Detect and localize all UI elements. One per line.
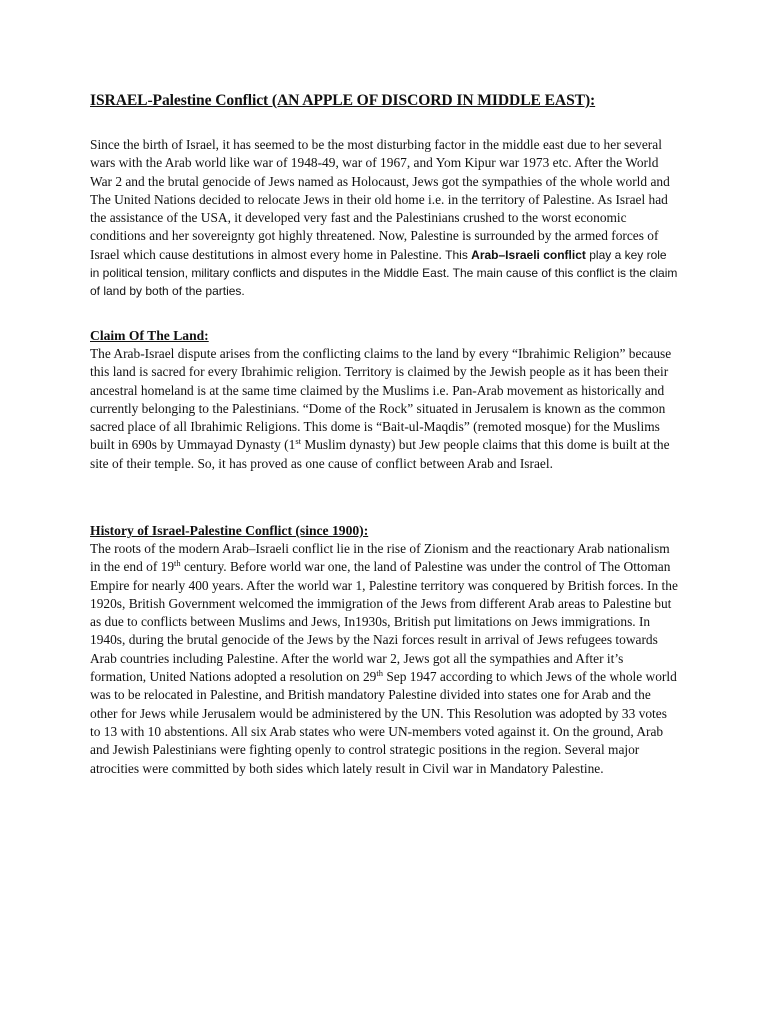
history-text-3: Sep 1947 according to which Jews of the whole world was to be relocated in Palestine, and British mandatory Palestine divided into states one for Arab and the other for Jews while Jerusalem would be administered by the UN. This Resolution was adopted by 33 votes to 13 with 10 abstentions. All six Arab states who were UN-members voted against it. On the ground, Arab and Jewish Palestinians were fighting openly to control strategic positions in the region. Several major atrocities were committed by both sides which lately result in Civil war in Mandatory Palestine. (90, 669, 677, 776)
claim-heading: Claim Of The Land: (90, 328, 209, 343)
history-paragraph (90, 540, 678, 778)
intro-serif-text: Since the birth of Israel, it has seemed to be the most disturbing factor in the middle east due to her several wars with the Arab world like war of 1948-49, war of 1967, and Yom Kipur war 1973 etc. After the World War 2 and the brutal genocide of Jews named as Holocaust, Jews got the sympathies of the whole world and The United Nations decided to relocate Jews in their old home i.e. in the territory of Palestine. As Israel had the assistance of the USA, it developed very fast and the Palestinians crushed to the worst economic conditions and her sovereignty got highly threatened. Now, Palestine is surrounded by the armed forces of Israel which cause destitutions in almost every home in Palestine. (90, 137, 670, 262)
intro-sans-bold: Arab–Israeli conflict (471, 247, 586, 262)
claim-text-2: Muslim dynasty) but Jew people claims that this dome is built at the site of their temple. So, it has proved as one cause of conflict between Arab and Israel. (90, 437, 670, 471)
claim-paragraph (90, 345, 678, 473)
claim-text-1: The Arab-Israel dispute arises from the conflicting claims to the land by every “Ibrahimic Religion” because this land is sacred for every Ibrahimic religion. Territory is claimed by the Jewish people as it has been their ancestral homeland is at the same time claimed by the Muslims i.e. Pan-Arab movement as historically and currently belonging to the Palestinians. “Dome of the Rock” situated in Jerusalem is known as the common sacred place of all Ibrahimic Religions. This dome is “Bait-ul-Maqdis” (remoted mosque) for the Muslims built in 690s by Ummayad Dynasty (1 (90, 346, 672, 453)
document-title: ISRAEL-Palestine Conflict (AN APPLE OF DISCORD IN MIDDLE EAST): (90, 92, 596, 109)
history-text-1: The roots of the modern Arab–Israeli conflict lie in the rise of Zionism and the reactionary Arab nationalism in the end of 19 (90, 541, 670, 575)
intro-sans-lead: This (445, 247, 472, 262)
history-superscript-2: th (376, 668, 383, 679)
history-superscript-1: th (174, 558, 181, 569)
history-heading: History of Israel-Palestine Conflict (since 1900): (90, 523, 369, 538)
claim-superscript: st (295, 436, 301, 447)
intro-paragraph (90, 136, 678, 301)
history-text-2: century. Before world war one, the land of Palestine was under the control of The Ottoman Empire for nearly 400 years. After the world war 1, Palestine territory was conquered by British forces. In the 1920s, British Government welcomed the immigration of the Jews from different Arab areas to Palestine but as due to conflicts between Muslims and Jews, In1930s, British put limitations on Jews immigrations. In 1940s, during the brutal genocide of the Jews by the Nazi forces result in arrival of Jews refugees towards Arab countries including Palestine. After the world war 2, Jews got all the sympathies and After it’s formation, United Nations adopted a resolution on 29 (90, 559, 678, 685)
intro-sans-tail: play a key role in political tension, military conflicts and disputes in the Middle East. The main cause of this conflict is the claim of land by both of the parties. (90, 247, 678, 299)
